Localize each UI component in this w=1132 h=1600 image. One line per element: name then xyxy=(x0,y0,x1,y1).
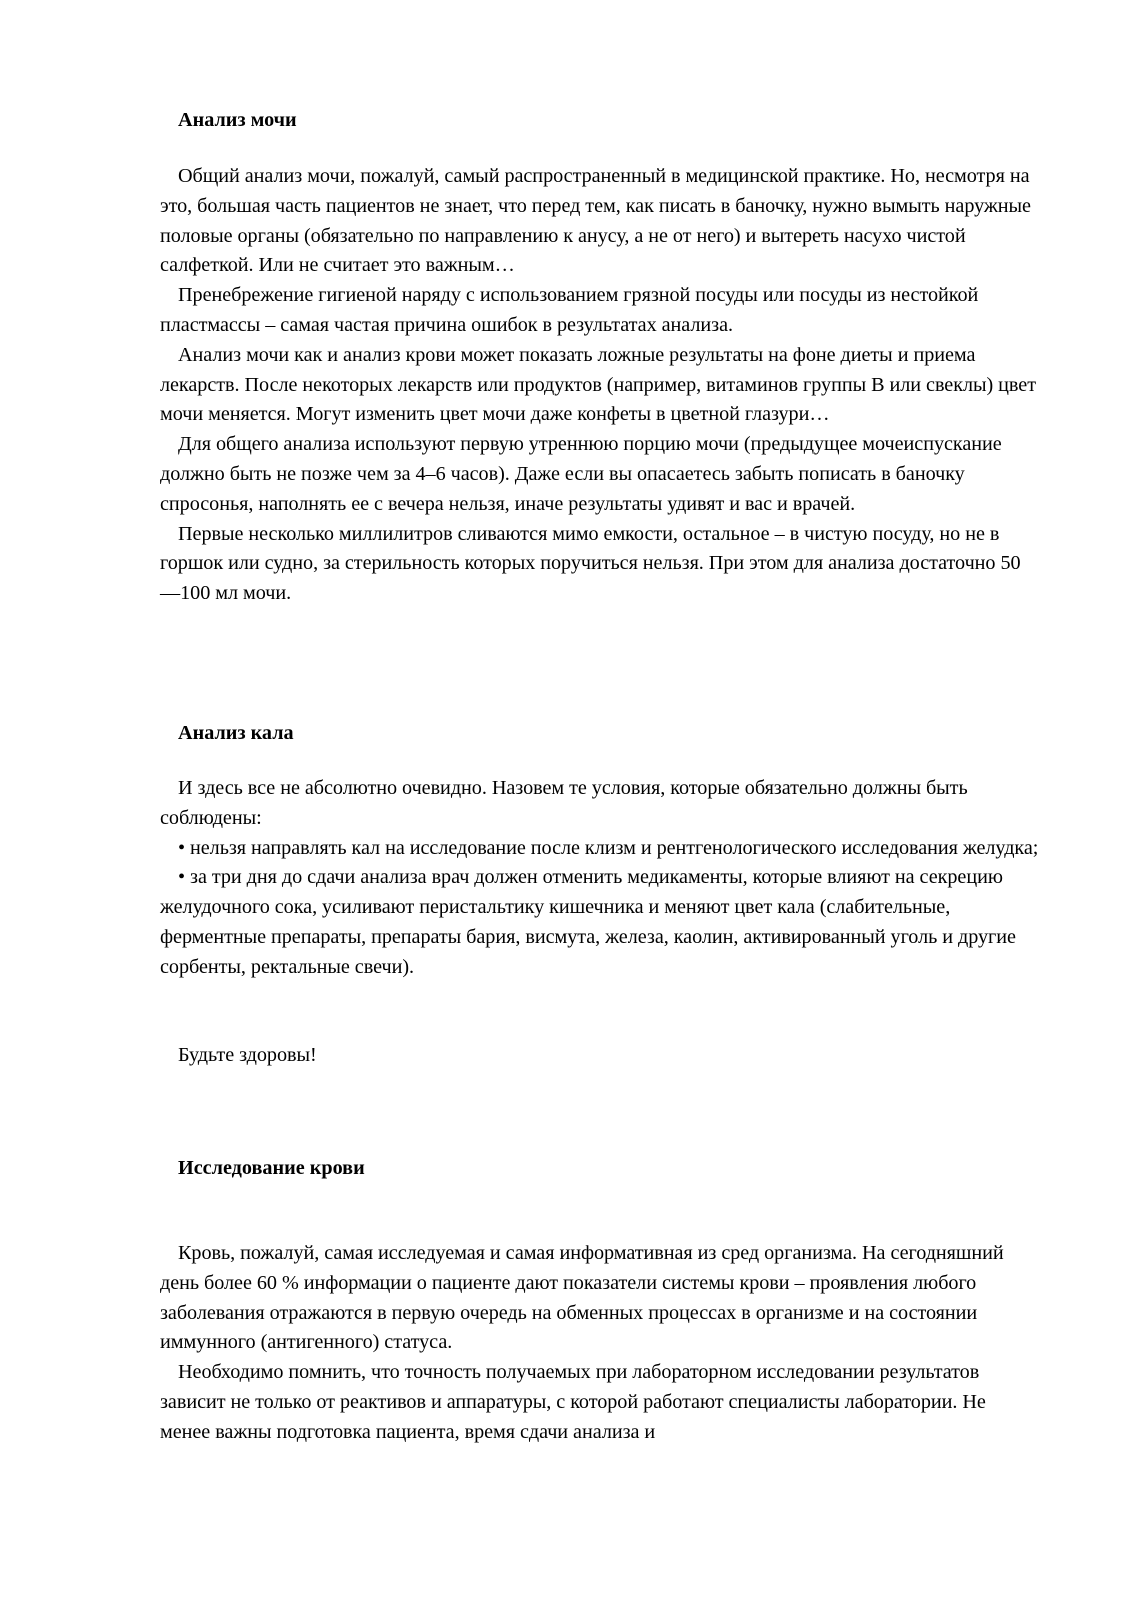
paragraph: Необходимо помнить, что точность получаемых при лабораторном исследовании результатов зависит не только от реактивов и аппаратуры, с которой работают специалисты лаборатории. Не менее важны подготовка пациента, время сдачи анализа и xyxy=(160,1361,986,1443)
section-heading-urine: Анализ мочи xyxy=(178,109,297,131)
list-item: • нельзя направлять кал на исследование после клизм и рентгенологического исследования желудка; xyxy=(178,836,1039,859)
paragraph: Пренебрежение гигиеной наряду с использованием грязной посуды или посуды из нестойкой пластмассы – самая частая причина ошибок в результатах анализа. xyxy=(160,284,979,336)
paragraph: Анализ мочи как и анализ крови может показать ложные результаты на фоне диеты и приема лекарств. После некоторых лекарств или продуктов (например, витаминов группы В или свеклы) цвет мочи меняется. Могут изменить цвет мочи даже конфеты в цветной глазури… xyxy=(160,343,1036,426)
closing-line-block xyxy=(160,1041,1040,1071)
section-heading-blood: Исследование крови xyxy=(178,1157,365,1179)
paragraph: Для общего анализа используют первую утреннюю порцию мочи (предыдущее мочеиспускание должно быть не позже чем за 4–6 часов). Даже если вы опасаетесь забыть пописать в баночку спросонья, наполнять ее с вечера нельзя, иначе результаты удивят и вас и врачей. xyxy=(160,433,1002,515)
paragraph: Кровь, пожалуй, самая исследуемая и самая информативная из сред организма. На сегодняшний день более 60 % информации о пациенте дают показатели системы крови – проявления любого заболевания отражаются в первую очередь на обменных процессах в организме и на состоянии иммунного (антигенного) статуса. xyxy=(160,1242,1004,1354)
paragraph: Общий анализ мочи, пожалуй, самый распространенный в медицинской практике. Но, несмотря на это, большая часть пациентов не знает, что перед тем, как писать в баночку, нужно вымыть наружные половые органы (обязательно по направлению к анусу, а не от него) и вытереть насухо чистой салфеткой. Или не считает это важным… xyxy=(160,165,1031,277)
section-body-stool xyxy=(160,774,1040,983)
section-body-urine xyxy=(160,162,1040,609)
paragraph: И здесь все не абсолютно очевидно. Назовем те условия, которые обязательно должны быть соблюдены: xyxy=(160,777,968,829)
list-item: • за три дня до сдачи анализа врач должен отменить медикаменты, которые влияют на секрецию желудочного сока, усиливают перистальтику кишечника и меняют цвет кала (слабительные, ферментные препараты, препараты бария, висмута, железа, каолин, активированный уголь и другие сорбенты, ректальные свечи). xyxy=(160,866,1016,978)
paragraph: Первые несколько миллилитров сливаются мимо емкости, остальное – в чистую посуду, но не в горшок или судно, за стерильность которых поручиться нельзя. При этом для анализа достаточно 50—100 мл мочи. xyxy=(160,522,1021,605)
section-heading-stool: Анализ кала xyxy=(178,722,294,744)
section-body-blood xyxy=(160,1239,1040,1448)
closing-line: Будьте здоровы! xyxy=(178,1044,317,1066)
